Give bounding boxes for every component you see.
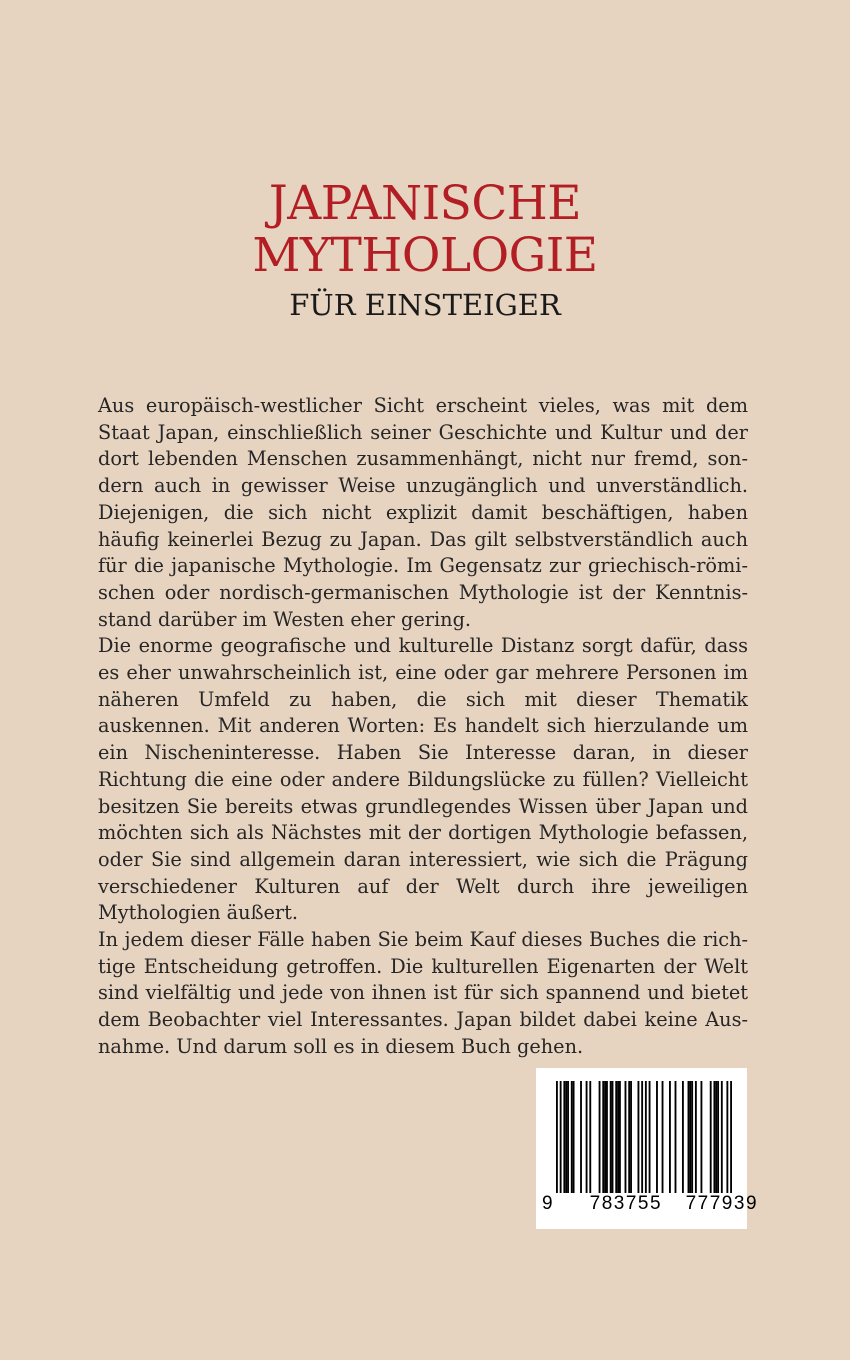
barcode-bar <box>567 1081 569 1193</box>
barcode-bar <box>713 1081 715 1193</box>
barcode-bar <box>689 1081 691 1193</box>
barcode-bar <box>730 1081 732 1193</box>
blurb-paragraph: In jedem dieser Fälle haben Sie beim Kauf dieses Buches die richtige Entscheidung getroffen. Die kulturellen Eigenarten der Welt sind vielfältig und jede von ihnen ist für sich spannend und bietet dem Beobachter viel Interessantes. Japan bildet dabei keine Ausnahme. Und darum soll es in diesem Buch gehen. <box>98 928 748 1058</box>
barcode-bar <box>628 1081 630 1193</box>
barcode-digits-left: 783755 <box>589 1193 663 1214</box>
barcode-bar <box>710 1081 712 1193</box>
barcode-bar <box>604 1081 606 1193</box>
barcode-bar <box>563 1081 565 1193</box>
barcode-number <box>542 1193 759 1215</box>
barcode-bar <box>615 1081 617 1193</box>
barcode-bar <box>625 1081 627 1193</box>
barcode-bar <box>606 1081 608 1193</box>
barcode-bar <box>560 1081 562 1193</box>
book-subtitle: FÜR EINSTEIGER <box>289 288 561 322</box>
isbn-barcode <box>536 1068 759 1229</box>
barcode-bar <box>688 1081 690 1193</box>
blurb-paragraph: Die enorme geografische und kulturelle Distanz sorgt dafür, dass es eher unwahrscheinlich ist, eine oder gar mehrere Personen im näheren Umfeld zu haben, die sich mit dieser Thematik auskennen. Mit anderen Worten: Es handelt sich hierzulande um ein Nischeninteresse. Haben Sie Interesse daran, in dieser Richtung die eine oder andere Bildungslücke zu füllen? Vielleicht besitzen Sie bereits etwas grundlegendes Wissen über Japan und möchten sich als Nächstes mit der dortigen Mythologie befassen, oder Sie sind allgemein daran interessiert, wie sich die Prägung verschiedener Kulturen auf der Welt durch ihre jeweiligen Mythologien äußert. <box>98 634 748 925</box>
barcode-bar <box>630 1081 632 1193</box>
barcode-bar <box>682 1081 684 1193</box>
barcode-bar <box>612 1081 614 1193</box>
barcode-bar <box>675 1081 677 1193</box>
barcode-bar <box>669 1081 671 1193</box>
barcode-bar <box>619 1081 621 1193</box>
barcode-bar <box>610 1081 612 1193</box>
barcode-bar <box>571 1081 573 1193</box>
barcode-bar <box>645 1081 647 1193</box>
barcode-bar <box>602 1081 604 1193</box>
barcode-bar <box>580 1081 582 1193</box>
barcode-bars <box>556 1081 732 1193</box>
blurb-paragraph: Aus europäisch-westlicher Sicht erscheint vieles, was mit dem Staat Japan, einschließlich seiner Geschichte und Kultur und der dort lebenden Menschen zusammenhängt, nicht nur fremd, sondern auch in gewisser Weise unzugänglich und unverständlich. Diejenigen, die sich nicht explizit damit beschäftigen, haben häufig keinerlei Bezug zu Japan. Das gilt selbstverständlich auch für die japanische Mythologie. Im Gegensatz zur griechisch-römischen oder nordisch-germanischen Mythologie ist der Kenntnisstand darüber im Westen eher gering. <box>98 394 748 631</box>
barcode-bar <box>715 1081 717 1193</box>
title-line-2: MYTHOLOGIE <box>252 228 598 283</box>
barcode-bar <box>656 1081 658 1193</box>
back-cover-blurb <box>98 393 748 1061</box>
barcode-bar <box>641 1081 643 1193</box>
barcode-bar <box>662 1081 664 1193</box>
title-line-1: JAPANISCHE <box>268 176 582 231</box>
barcode-bar <box>695 1081 697 1193</box>
barcode-bar <box>617 1081 619 1193</box>
barcode-bar <box>721 1081 723 1193</box>
barcode-bar <box>586 1081 588 1193</box>
book-title <box>0 178 850 282</box>
barcode-bar <box>556 1081 558 1193</box>
barcode-bar <box>565 1081 567 1193</box>
barcode-bar <box>589 1081 591 1193</box>
barcode-bar <box>701 1081 703 1193</box>
barcode-bar <box>599 1081 601 1193</box>
barcode-digits-right: 777939 <box>685 1193 759 1214</box>
barcode-bar <box>717 1081 719 1193</box>
barcode-bar <box>638 1081 640 1193</box>
barcode-bar <box>726 1081 728 1193</box>
barcode-bar <box>691 1081 693 1193</box>
barcode-digit-first: 9 <box>542 1193 555 1214</box>
barcode-bar <box>573 1081 575 1193</box>
barcode-bar <box>649 1081 651 1193</box>
